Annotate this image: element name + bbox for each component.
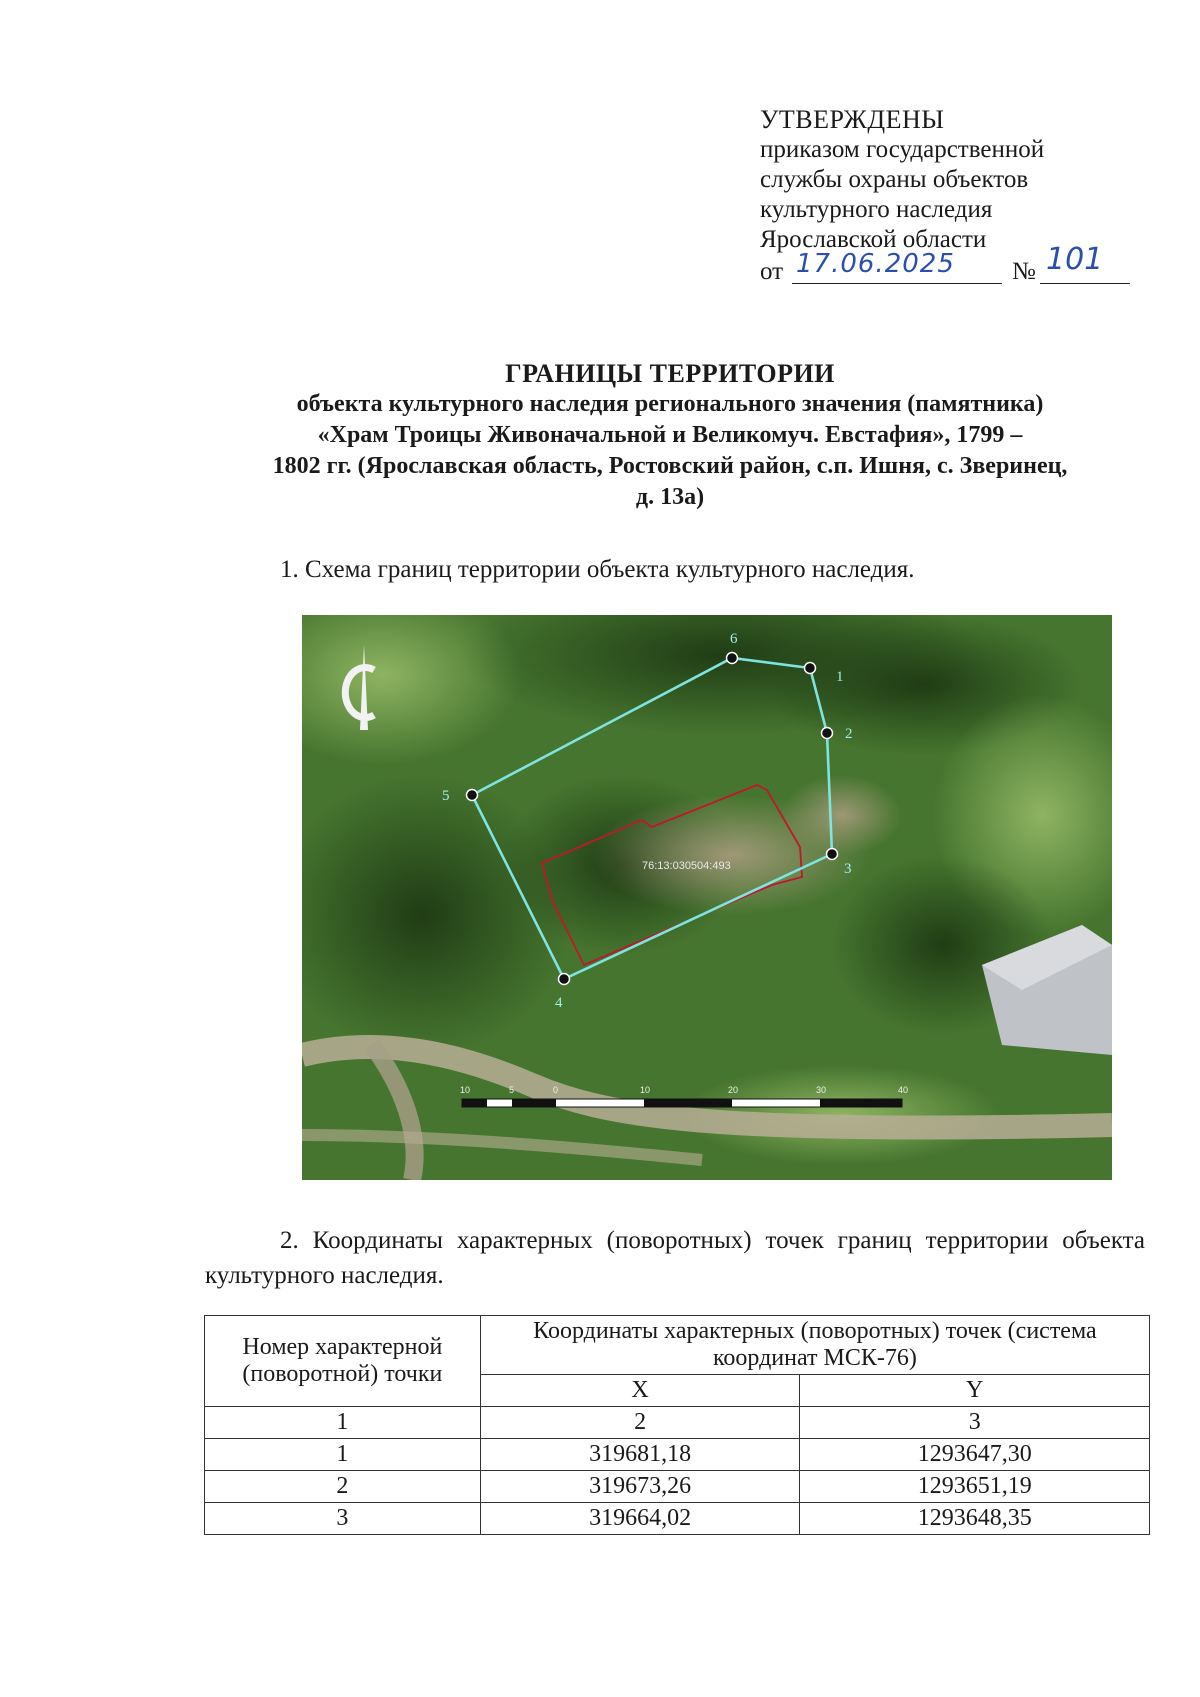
cell-y: 1293648,35 <box>800 1503 1150 1535</box>
approval-line: Ярославской области <box>760 226 987 253</box>
point-label: 5 <box>442 788 450 804</box>
section-1-heading: 1. Схема границ территории объекта культурного наследия. <box>280 556 915 583</box>
boundary-point-3 <box>827 849 838 860</box>
header-coordinates: Координаты характерных (поворотных) точек (система координат МСК-76) <box>480 1316 1149 1375</box>
approval-date-row <box>760 242 1140 289</box>
column-number: 1 <box>205 1407 481 1439</box>
point-label: 4 <box>555 995 563 1011</box>
point-label: 3 <box>844 861 852 877</box>
table-header-row <box>205 1316 1150 1375</box>
number-underline <box>1040 283 1130 284</box>
header-x: X <box>480 1375 800 1407</box>
approval-line: культурного наследия <box>760 196 993 223</box>
table-row <box>205 1503 1150 1535</box>
column-number: 3 <box>800 1407 1150 1439</box>
number-prefix: № <box>1012 258 1036 285</box>
cell-x: 319664,02 <box>480 1503 800 1535</box>
cell-y: 1293651,19 <box>800 1471 1150 1503</box>
header-y: Y <box>800 1375 1150 1407</box>
scale-label: 5 <box>509 1085 515 1095</box>
scale-label: 10 <box>460 1085 471 1095</box>
cell-x: 319673,26 <box>480 1471 800 1503</box>
cell-point: 3 <box>205 1503 481 1535</box>
map-image <box>302 615 1112 1180</box>
title-main: ГРАНИЦЫ ТЕРРИТОРИИ <box>505 359 835 388</box>
boundary-point-2 <box>822 728 833 739</box>
date-prefix: от <box>760 258 784 285</box>
approval-heading: УТВЕРЖДЕНЫ <box>760 105 945 134</box>
boundary-point-1 <box>805 663 816 674</box>
scale-label: 0 <box>553 1085 559 1095</box>
title-line: «Храм Троицы Живоначальной и Великомуч. Евстафия», 1799 – <box>317 422 1023 448</box>
parcel-cadastral-label: 76:13:030504:493 <box>642 860 731 872</box>
approval-line: службы охраны объектов <box>760 166 1029 193</box>
table-row <box>205 1471 1150 1503</box>
scale-label: 40 <box>898 1085 909 1095</box>
approval-line: приказом государственной <box>760 136 1045 163</box>
scale-label: 20 <box>728 1085 739 1095</box>
section-2-heading: 2. Координаты характерных (поворотных) точек границ территории объекта культурного наследия. <box>205 1227 1145 1289</box>
cell-point: 2 <box>205 1471 481 1503</box>
table-row <box>205 1439 1150 1471</box>
handwritten-number: 101 <box>1046 242 1104 277</box>
cell-x: 319681,18 <box>480 1439 800 1471</box>
boundary-point-6 <box>727 653 738 664</box>
point-label: 2 <box>845 726 853 742</box>
approval-block <box>760 105 1140 289</box>
title-line: объекта культурного наследия регионального значения (памятника) <box>296 391 1044 417</box>
scale-label: 30 <box>816 1085 827 1095</box>
cell-point: 1 <box>205 1439 481 1471</box>
date-underline <box>792 283 1002 284</box>
cell-y: 1293647,30 <box>800 1439 1150 1471</box>
title-line: д. 13а) <box>635 484 705 510</box>
boundary-map <box>302 615 1112 1180</box>
title-line: 1802 гг. (Ярославская область, Ростовский район, с.п. Ишня, с. Зверинец, <box>272 453 1068 479</box>
boundary-point-5 <box>467 790 478 801</box>
point-label: 6 <box>730 631 738 647</box>
coordinates-table <box>204 1315 1150 1535</box>
table-column-number-row <box>205 1407 1150 1439</box>
scale-label: 10 <box>640 1085 651 1095</box>
document-title <box>200 358 1140 513</box>
header-point-number: Номер характерной (поворотной) точки <box>205 1316 481 1407</box>
boundary-point-4 <box>559 974 570 985</box>
point-label: 1 <box>836 669 844 685</box>
column-number: 2 <box>480 1407 800 1439</box>
handwritten-date: 17.06.2025 <box>796 249 955 279</box>
